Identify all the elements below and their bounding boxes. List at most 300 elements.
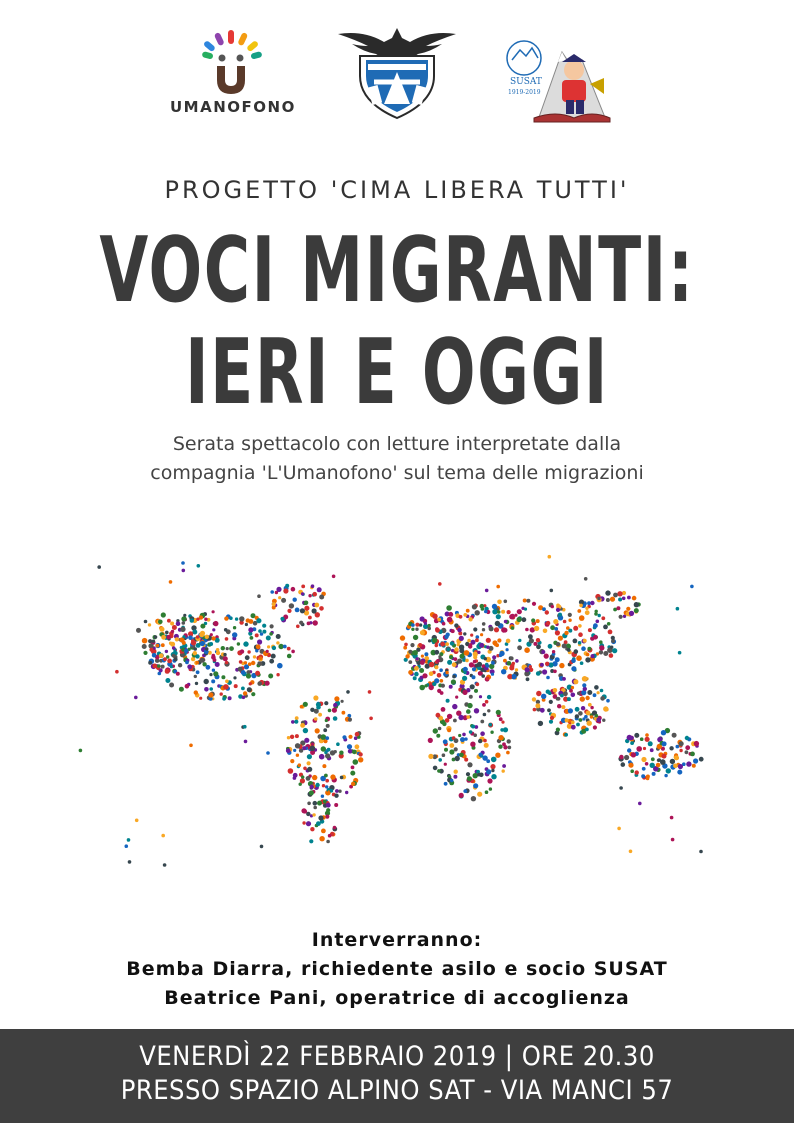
map-person-dot xyxy=(415,628,418,631)
map-person-dot xyxy=(408,670,413,675)
map-person-dot xyxy=(257,639,262,644)
map-person-dot xyxy=(492,609,497,614)
map-person-dot xyxy=(460,654,465,659)
map-person-dot xyxy=(436,659,440,663)
map-person-dot xyxy=(210,633,213,636)
map-person-dot xyxy=(524,647,530,653)
map-person-dot xyxy=(196,661,199,664)
map-person-dot xyxy=(444,763,447,766)
map-person-dot xyxy=(229,646,234,651)
map-person-dot xyxy=(596,718,601,723)
map-person-dot xyxy=(420,616,425,621)
map-person-dot xyxy=(507,661,512,666)
project-label: PROGETTO 'CIMA LIBERA TUTTI' xyxy=(164,176,630,204)
map-person-dot xyxy=(582,683,586,687)
map-person-dot xyxy=(161,612,166,617)
map-person-dot xyxy=(553,688,558,693)
map-person-dot xyxy=(524,608,527,611)
map-person-dot xyxy=(490,764,495,769)
umanofono-wordmark: UMANOFONO xyxy=(170,98,296,116)
map-person-dot xyxy=(355,732,360,737)
map-person-dot xyxy=(587,690,592,695)
map-person-dot xyxy=(591,654,595,658)
map-person-dot xyxy=(576,723,580,727)
map-person-dot xyxy=(142,638,148,644)
map-person-dot xyxy=(651,757,655,761)
map-person-dot xyxy=(553,619,558,624)
map-person-dot xyxy=(165,650,168,653)
map-person-dot xyxy=(490,731,493,734)
map-person-dot xyxy=(518,639,521,642)
map-person-dot xyxy=(424,622,427,625)
map-person-dot xyxy=(280,617,284,621)
map-person-dot xyxy=(525,628,529,632)
map-person-dot xyxy=(237,642,240,645)
map-person-dot xyxy=(507,739,511,743)
map-person-dot xyxy=(196,635,199,638)
map-person-dot xyxy=(325,785,328,788)
map-person-dot xyxy=(209,687,213,691)
map-person-dot xyxy=(580,661,584,665)
map-person-dot xyxy=(298,763,302,767)
map-person-dot xyxy=(200,641,205,646)
map-person-dot xyxy=(317,801,322,806)
map-person-dot xyxy=(546,621,550,625)
map-person-dot xyxy=(211,679,215,683)
map-person-dot xyxy=(257,681,262,686)
map-person-dot xyxy=(606,699,610,703)
map-person-dot xyxy=(541,694,546,699)
map-person-dot xyxy=(460,737,465,742)
map-person-dot xyxy=(619,755,624,760)
map-person-dot xyxy=(473,627,477,631)
map-person-dot xyxy=(223,656,228,661)
map-person-dot xyxy=(170,622,174,626)
map-person-dot xyxy=(276,634,281,639)
map-person-dot xyxy=(463,789,467,793)
map-person-dot xyxy=(469,643,473,647)
map-person-dot xyxy=(467,762,472,767)
map-person-dot xyxy=(581,706,585,710)
map-person-dot xyxy=(125,844,129,848)
map-person-dot xyxy=(472,675,476,679)
map-person-dot xyxy=(677,770,682,775)
map-person-dot xyxy=(627,735,633,741)
map-person-dot xyxy=(603,625,608,630)
map-person-dot xyxy=(286,748,291,753)
map-person-dot xyxy=(312,813,315,816)
map-person-dot xyxy=(212,628,215,631)
map-person-dot xyxy=(266,636,271,641)
map-person-dot xyxy=(564,733,568,737)
map-person-dot xyxy=(317,587,322,592)
map-person-dot xyxy=(348,735,352,739)
map-person-dot xyxy=(621,762,626,767)
map-person-dot xyxy=(285,584,289,588)
map-person-dot xyxy=(508,746,512,750)
map-person-dot xyxy=(582,717,585,720)
map-person-dot xyxy=(355,744,360,749)
map-person-dot xyxy=(480,720,484,724)
map-person-dot xyxy=(332,708,337,713)
map-person-dot xyxy=(465,659,469,663)
map-person-dot xyxy=(332,575,336,579)
map-person-dot xyxy=(495,753,500,758)
event-description-line-2: compagnia 'L'Umanofono' sul tema delle migrazioni xyxy=(150,462,644,484)
map-person-dot xyxy=(438,655,441,658)
map-person-dot xyxy=(291,650,295,654)
map-person-dot xyxy=(311,584,315,588)
map-person-dot xyxy=(158,672,162,676)
map-person-dot xyxy=(216,651,220,655)
map-person-dot xyxy=(351,766,355,770)
map-person-dot xyxy=(469,695,473,699)
map-person-dot xyxy=(503,628,508,633)
map-person-dot xyxy=(354,736,358,740)
map-person-dot xyxy=(468,617,472,621)
map-person-dot xyxy=(340,776,344,780)
map-person-dot xyxy=(182,621,186,625)
map-person-dot xyxy=(664,774,667,777)
map-person-dot xyxy=(474,689,478,693)
map-person-dot xyxy=(593,725,597,729)
cai-logo xyxy=(334,24,460,122)
map-person-dot xyxy=(624,755,629,760)
map-person-dot xyxy=(250,636,254,640)
map-person-dot xyxy=(466,609,470,613)
map-person-dot xyxy=(421,655,424,658)
map-person-dot xyxy=(545,662,549,666)
footer-banner xyxy=(0,1029,794,1123)
map-person-dot xyxy=(616,606,620,610)
map-person-dot xyxy=(449,613,453,617)
map-person-dot xyxy=(532,697,536,701)
map-person-dot xyxy=(501,721,504,724)
map-person-dot xyxy=(630,741,634,745)
map-person-dot xyxy=(196,618,199,621)
map-person-dot xyxy=(555,630,560,635)
map-person-dot xyxy=(629,850,633,854)
map-person-dot xyxy=(455,696,458,699)
map-person-dot xyxy=(326,840,330,844)
map-person-dot xyxy=(481,674,485,678)
map-person-dot xyxy=(342,711,346,715)
map-person-dot xyxy=(165,631,169,635)
map-person-dot xyxy=(334,696,339,701)
map-person-dot xyxy=(564,631,568,635)
map-person-dot xyxy=(205,635,209,639)
map-person-dot xyxy=(509,666,514,671)
map-person-dot xyxy=(176,672,180,676)
map-person-dot xyxy=(512,662,515,665)
map-person-dot xyxy=(296,625,300,629)
map-person-dot xyxy=(295,608,300,613)
map-person-dot xyxy=(549,700,553,704)
map-person-dot xyxy=(470,634,473,637)
map-person-dot xyxy=(480,633,483,636)
map-person-dot xyxy=(457,628,462,633)
map-person-dot xyxy=(556,728,560,732)
map-person-dot xyxy=(549,720,553,724)
map-person-dot xyxy=(303,767,307,771)
map-person-dot xyxy=(196,670,200,674)
map-person-dot xyxy=(628,763,633,768)
map-person-dot xyxy=(322,784,325,787)
map-person-dot xyxy=(429,662,435,668)
map-person-dot xyxy=(585,657,590,662)
map-person-dot xyxy=(497,638,501,642)
map-person-dot xyxy=(188,635,193,640)
map-person-dot xyxy=(213,621,218,626)
map-person-dot xyxy=(447,648,450,651)
map-person-dot xyxy=(588,703,592,707)
map-person-dot xyxy=(573,626,578,631)
map-person-dot xyxy=(641,757,646,762)
map-person-dot xyxy=(451,629,455,633)
map-person-dot xyxy=(268,674,273,679)
map-person-dot xyxy=(143,651,147,655)
map-person-dot xyxy=(276,587,281,592)
map-person-dot xyxy=(415,623,419,627)
map-person-dot xyxy=(161,834,165,838)
map-person-dot xyxy=(669,746,673,750)
map-person-dot xyxy=(333,716,338,721)
map-person-dot xyxy=(405,654,409,658)
map-person-dot xyxy=(484,657,487,660)
map-person-dot xyxy=(578,711,583,716)
map-person-dot xyxy=(301,592,304,595)
map-person-dot xyxy=(447,617,453,623)
map-person-dot xyxy=(446,605,452,611)
map-person-dot xyxy=(200,658,205,663)
map-person-dot xyxy=(603,651,608,656)
map-person-dot xyxy=(241,687,245,691)
map-person-dot xyxy=(294,720,298,724)
map-person-dot xyxy=(287,736,290,739)
map-person-dot xyxy=(463,613,467,617)
map-person-dot xyxy=(497,600,502,605)
map-person-dot xyxy=(296,754,299,757)
map-person-dot xyxy=(225,680,229,684)
map-person-dot xyxy=(693,758,698,763)
map-person-dot xyxy=(576,655,582,661)
map-person-dot xyxy=(600,689,604,693)
map-person-dot xyxy=(428,754,433,759)
map-person-dot xyxy=(308,594,311,597)
map-person-dot xyxy=(555,657,560,662)
map-person-dot xyxy=(245,655,250,660)
map-person-dot xyxy=(579,718,583,722)
map-person-dot xyxy=(310,746,316,752)
map-person-dot xyxy=(345,791,348,794)
map-person-dot xyxy=(492,655,496,659)
map-person-dot xyxy=(459,645,464,650)
map-person-dot xyxy=(679,741,684,746)
map-person-dot xyxy=(134,696,138,700)
map-person-dot xyxy=(287,647,291,651)
map-person-dot xyxy=(504,600,508,604)
map-person-dot xyxy=(507,674,512,679)
map-person-dot xyxy=(321,746,326,751)
map-person-dot xyxy=(577,609,581,613)
map-person-dot xyxy=(322,764,326,768)
map-person-dot xyxy=(588,628,592,632)
map-person-dot xyxy=(295,716,299,720)
map-person-dot xyxy=(471,796,476,801)
map-person-dot xyxy=(315,783,319,787)
map-person-dot xyxy=(444,635,448,639)
map-person-dot xyxy=(347,744,352,749)
map-person-dot xyxy=(473,783,478,788)
map-person-dot xyxy=(483,739,487,743)
svg-text:1919-2019: 1919-2019 xyxy=(508,89,541,96)
map-person-dot xyxy=(307,767,312,772)
map-person-dot xyxy=(449,685,453,689)
map-person-dot xyxy=(424,652,428,656)
map-person-dot xyxy=(443,739,448,744)
map-person-dot xyxy=(437,618,441,622)
map-person-dot xyxy=(464,671,467,674)
map-person-dot xyxy=(534,626,539,631)
map-person-dot xyxy=(491,769,494,772)
map-person-dot xyxy=(442,622,446,626)
map-person-dot xyxy=(496,585,500,589)
map-person-dot xyxy=(557,704,561,708)
map-person-dot xyxy=(152,653,157,658)
map-person-dot xyxy=(600,696,605,701)
map-person-dot xyxy=(626,607,630,611)
map-person-dot xyxy=(341,700,344,703)
map-person-dot xyxy=(584,577,588,581)
map-person-dot xyxy=(197,564,201,568)
map-person-dot xyxy=(115,670,119,674)
map-person-dot xyxy=(473,652,478,657)
map-person-dot xyxy=(434,665,438,669)
map-person-dot xyxy=(148,661,152,665)
map-person-dot xyxy=(617,827,621,831)
map-person-dot xyxy=(315,728,320,733)
map-person-dot xyxy=(437,769,441,773)
map-person-dot xyxy=(301,585,305,589)
map-person-dot xyxy=(429,685,434,690)
map-person-dot xyxy=(502,742,506,746)
map-person-dot xyxy=(410,643,414,647)
map-person-dot xyxy=(149,648,153,652)
map-person-dot xyxy=(477,792,482,797)
logo-row xyxy=(0,20,794,130)
map-person-dot xyxy=(673,764,678,769)
map-person-dot xyxy=(676,607,680,611)
map-person-dot xyxy=(491,774,496,779)
map-person-dot xyxy=(640,737,644,741)
map-person-dot xyxy=(662,754,667,759)
map-person-dot xyxy=(157,664,161,668)
map-person-dot xyxy=(619,786,623,790)
map-person-dot xyxy=(694,741,699,746)
map-person-dot xyxy=(204,618,207,621)
map-person-dot xyxy=(351,782,355,786)
map-person-dot xyxy=(608,630,613,635)
map-person-dot xyxy=(648,741,653,746)
map-person-dot xyxy=(627,748,631,752)
map-person-dot xyxy=(500,728,504,732)
map-person-dot xyxy=(128,860,132,864)
map-person-dot xyxy=(453,775,457,779)
map-person-dot xyxy=(225,637,229,641)
map-person-dot xyxy=(334,794,338,798)
map-person-dot xyxy=(428,738,433,743)
map-person-dot xyxy=(593,635,598,640)
map-person-dot xyxy=(462,676,467,681)
map-person-dot xyxy=(492,640,497,645)
map-person-dot xyxy=(473,660,477,664)
map-person-dot xyxy=(540,663,544,667)
map-person-dot xyxy=(142,644,147,649)
map-person-dot xyxy=(270,590,274,594)
map-person-dot xyxy=(679,749,682,752)
map-person-dot xyxy=(224,628,228,632)
map-person-dot xyxy=(293,598,297,602)
map-person-dot xyxy=(459,636,464,641)
map-person-dot xyxy=(618,598,622,602)
map-person-dot xyxy=(184,649,188,653)
map-person-dot xyxy=(256,618,261,623)
map-person-dot xyxy=(127,838,131,842)
map-person-dot xyxy=(247,650,250,653)
map-person-dot xyxy=(161,665,165,669)
map-person-dot xyxy=(473,733,477,737)
map-person-dot xyxy=(271,654,276,659)
map-person-dot xyxy=(528,634,533,639)
map-person-dot xyxy=(568,708,573,713)
map-person-dot xyxy=(645,737,650,742)
map-person-dot xyxy=(240,649,244,653)
map-person-dot xyxy=(358,752,362,756)
map-person-dot xyxy=(525,667,530,672)
map-person-dot xyxy=(475,682,479,686)
map-person-dot xyxy=(467,639,471,643)
map-person-dot xyxy=(325,779,329,783)
map-person-dot xyxy=(444,782,448,786)
map-person-dot xyxy=(480,604,485,609)
map-person-dot xyxy=(314,717,318,721)
map-person-dot xyxy=(171,630,174,633)
susat-icon xyxy=(504,22,614,126)
map-person-dot xyxy=(577,692,581,696)
event-date-time: VENERDÌ 22 FEBBRAIO 2019 | ORE 20.30 xyxy=(139,1041,655,1072)
map-person-dot xyxy=(594,685,599,690)
map-person-dot xyxy=(193,647,197,651)
map-person-dot xyxy=(180,627,185,632)
map-person-dot xyxy=(321,734,327,740)
map-person-dot xyxy=(411,628,414,631)
map-person-dot xyxy=(563,620,567,624)
map-person-dot xyxy=(350,771,355,776)
map-person-dot xyxy=(278,596,281,599)
map-person-dot xyxy=(635,770,639,774)
map-person-dot xyxy=(189,744,193,748)
map-person-dot xyxy=(243,641,248,646)
map-person-dot xyxy=(641,774,645,778)
map-person-dot xyxy=(260,632,263,635)
map-person-dot xyxy=(438,582,442,586)
map-person-dot xyxy=(239,616,244,621)
map-person-dot xyxy=(699,757,704,762)
map-person-dot xyxy=(636,746,642,752)
map-person-dot xyxy=(548,644,553,649)
map-person-dot xyxy=(300,705,304,709)
map-person-dot xyxy=(307,754,312,759)
